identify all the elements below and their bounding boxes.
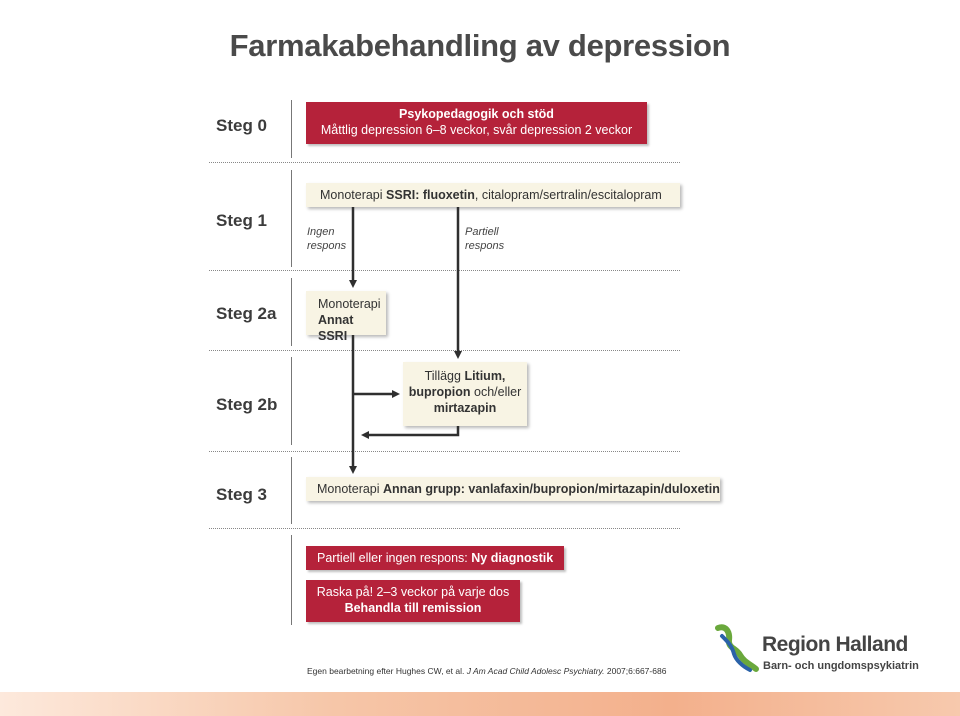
reference-text	[307, 666, 666, 676]
step2b-prefix: Tillägg	[424, 369, 465, 383]
final2-line1: Raska på! 2–3 veckor på varje dos	[316, 585, 510, 599]
logo-name: Region Halland	[762, 633, 908, 656]
step0-text: Måttlig depression 6–8 veckor, svår depression 2 veckor	[320, 123, 633, 137]
step1-suffix: , citalopram/sertralin/escitalopram	[474, 188, 662, 202]
step2b-suffix: och/eller	[470, 385, 522, 399]
step2b-bold2: bupropion	[408, 385, 471, 399]
logo-subtitle: Barn- och ungdomspsykiatrin	[763, 660, 919, 672]
final1-prefix: Partiell eller ingen respons:	[317, 551, 472, 565]
no-response-line1: Ingen	[307, 226, 335, 238]
step-label-0: Steg 0	[216, 116, 268, 135]
step2a-line2: Annat SSRI	[318, 313, 354, 343]
step3-bold: Annan grupp: vanlafaxin/bupropion/mirtazapin/duloxetin	[383, 482, 720, 496]
region-halland-logo-icon	[712, 622, 762, 674]
reference-suffix: 2007;6:667-686	[604, 666, 667, 676]
final1-bold: Ny diagnostik	[471, 551, 554, 565]
final2-line2: Behandla till remission	[344, 601, 482, 615]
bottom-decor-bar	[0, 692, 960, 716]
step1-prefix: Monoterapi	[320, 188, 387, 202]
step2a-line1: Monoterapi	[318, 297, 381, 311]
reference-prefix: Egen bearbetning efter Hughes CW, et al.	[307, 666, 467, 676]
arrow-2b-return	[365, 426, 458, 435]
step0-title: Psykopedagogik och stöd	[399, 107, 554, 121]
partial-response-line1: Partiell	[465, 226, 499, 238]
step-label-2a: Steg 2a	[216, 304, 277, 323]
step-label-1: Steg 1	[216, 211, 268, 230]
reference-journal: J Am Acad Child Adolesc Psychiatry.	[466, 666, 605, 676]
step-label-3: Steg 3	[216, 485, 268, 504]
step-label-2b: Steg 2b	[216, 395, 278, 414]
step2b-bold1: Litium,	[464, 369, 506, 383]
partial-response-line2: respons	[465, 240, 505, 252]
no-response-line2: respons	[307, 240, 347, 252]
step2b-bold3: mirtazapin	[433, 401, 497, 415]
page-title: Farmakabehandling av depression	[229, 28, 731, 63]
step1-bold: SSRI: fluoxetin	[386, 188, 475, 202]
step3-prefix: Monoterapi	[317, 482, 384, 496]
